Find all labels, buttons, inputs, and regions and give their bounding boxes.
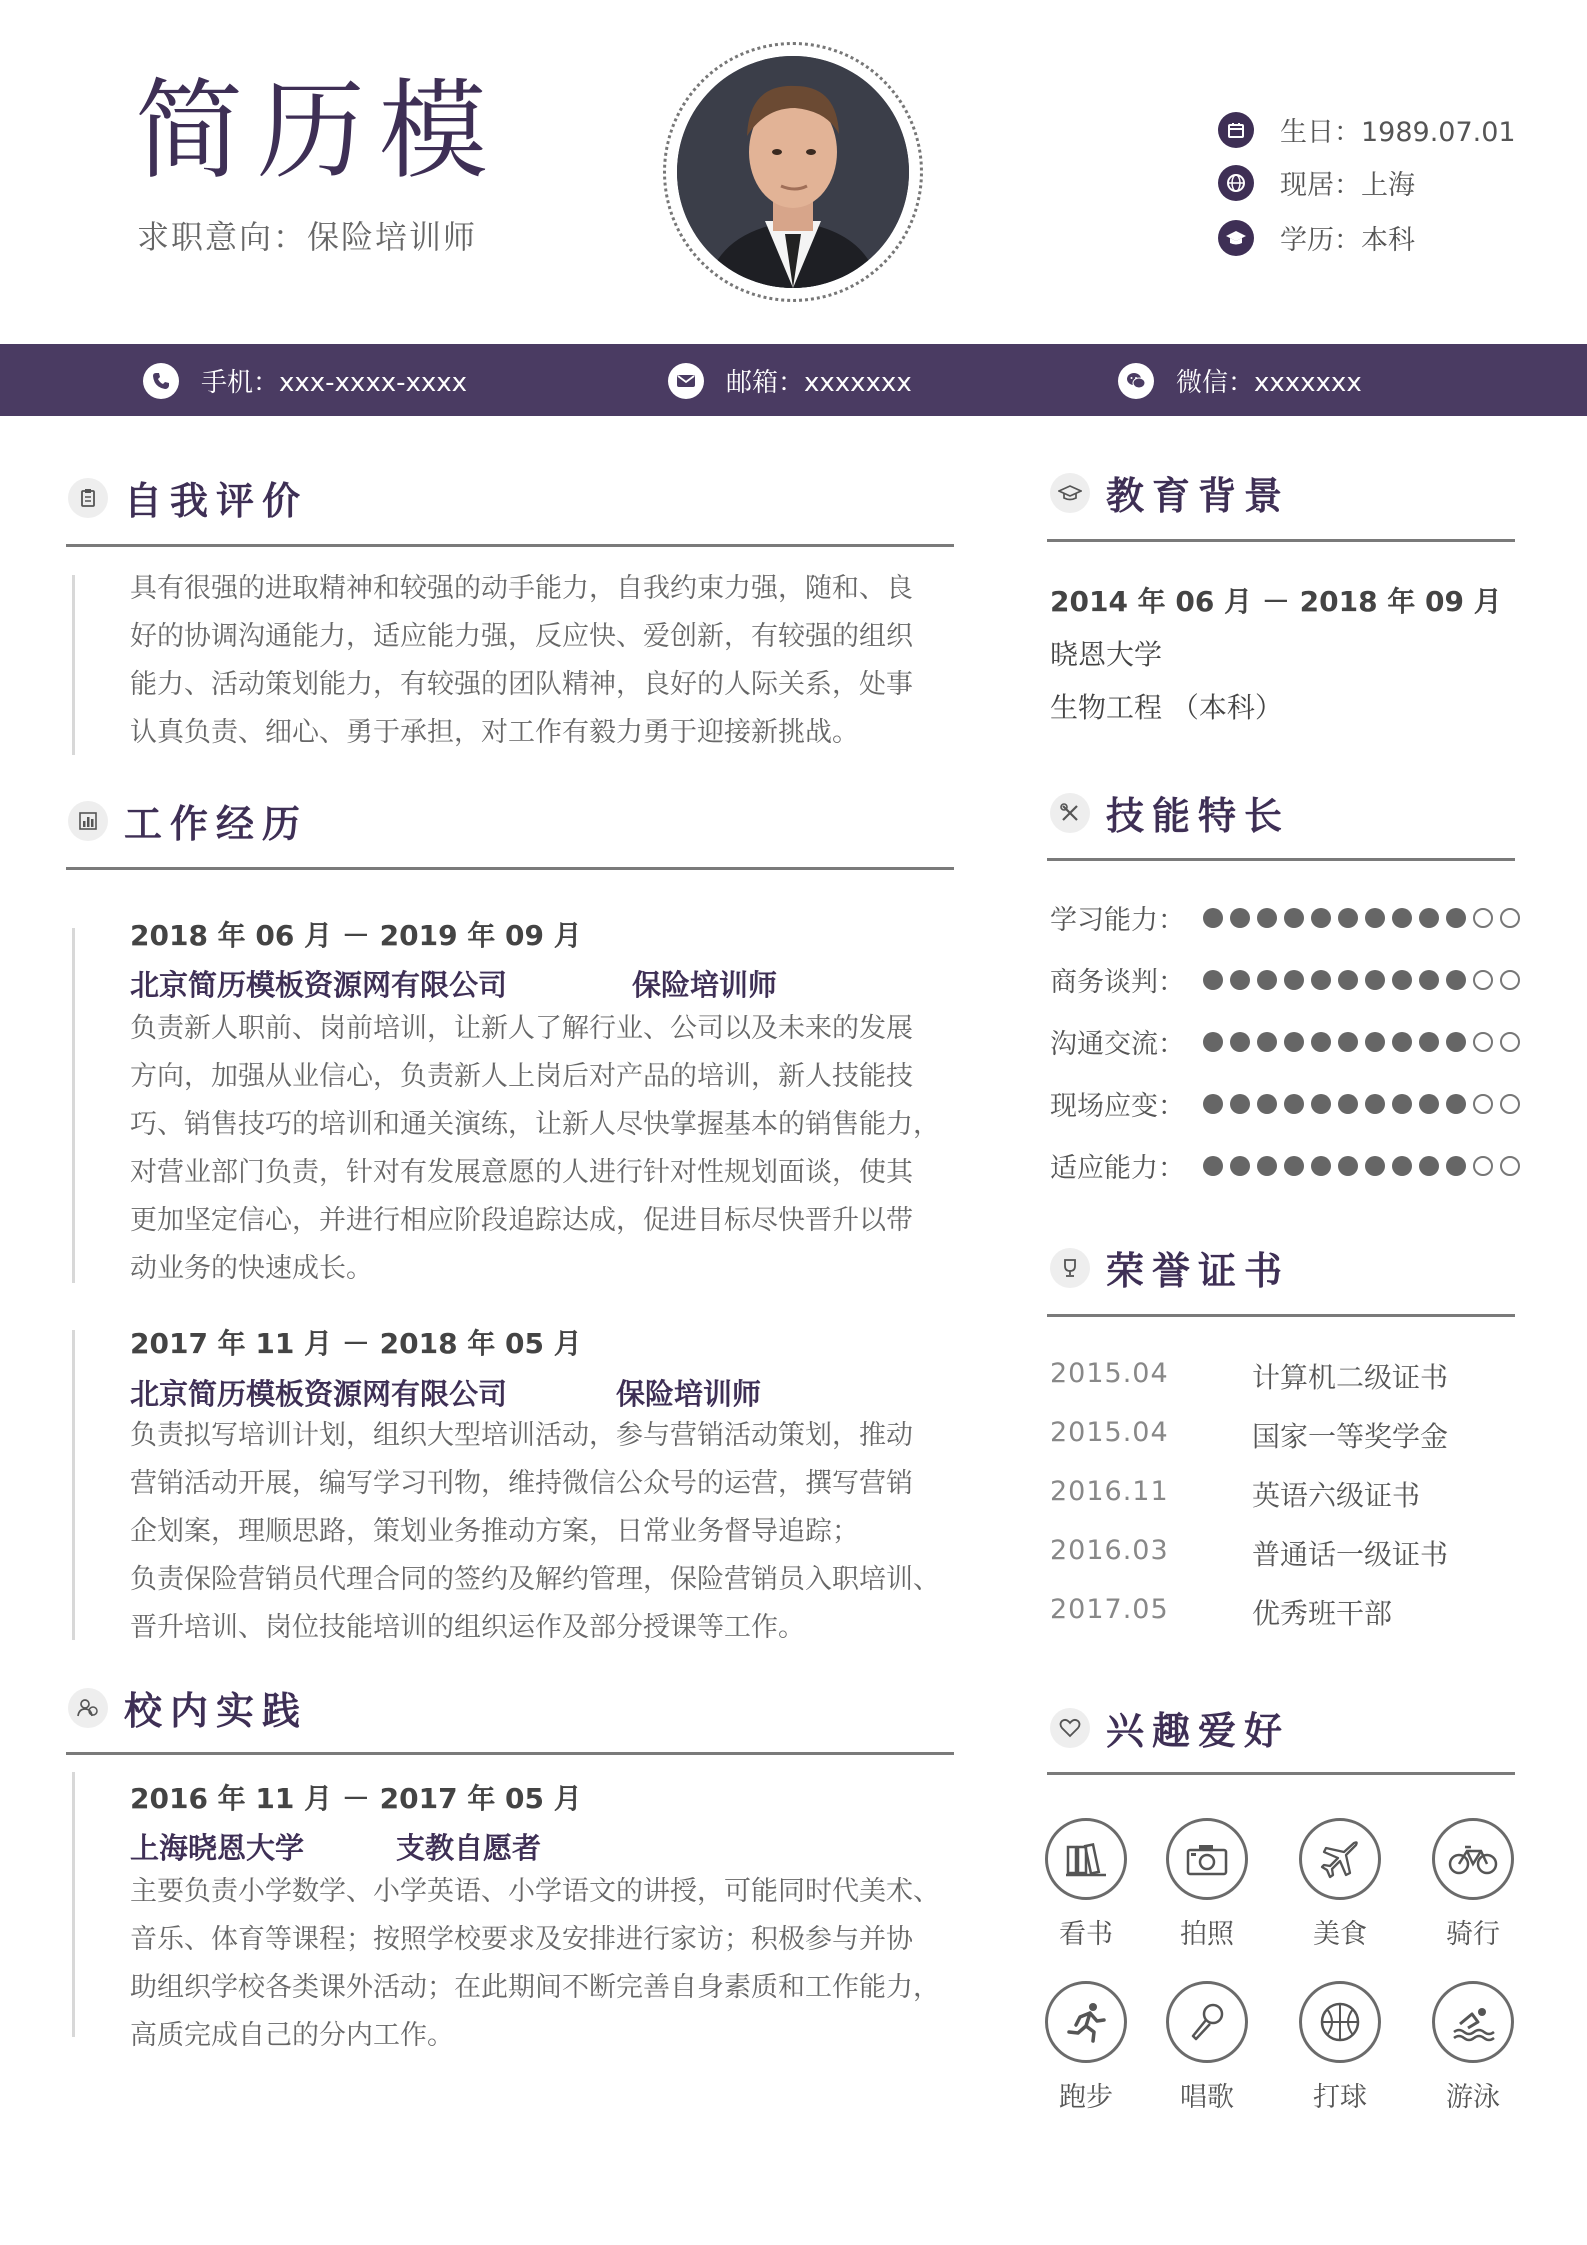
rating-dot-filled [1203,1094,1223,1114]
birthday-text: 生日：1989.07.01 [1280,117,1516,148]
wechat-text: 微信：xxxxxxx [1176,368,1362,398]
rating-dot-filled [1365,908,1385,928]
self-eval-line: 认真负责、细心、勇于承担，对工作有毅力勇于迎接新挑战。 [130,717,859,748]
self-eval-title [68,470,308,525]
skill-label: 商务谈判： [1050,967,1185,998]
work-role-2: 保险培训师 [616,1377,762,1411]
skill-label: 沟通交流： [1050,1029,1185,1060]
skill-rating [1203,908,1527,928]
hobby-item [1162,1981,1252,2114]
rating-dot-filled [1257,1094,1277,1114]
hobby-item [1041,1818,1131,1951]
self-eval-text [130,565,913,757]
airplane-icon [1299,1818,1381,1900]
skill-rating [1203,970,1527,990]
hobby-label: 唱歌 [1180,2082,1234,2113]
profile-photo-frame [663,42,923,302]
hobby-item [1041,1981,1131,2114]
rating-dot-empty [1473,1094,1493,1114]
self-eval-vline [72,575,75,755]
rating-dot-empty [1500,1094,1520,1114]
work-desc-2 [130,1412,940,1652]
work-desc-line: 动业务的快速成长。 [130,1253,373,1284]
campus-desc-line: 高质完成自己的分内工作。 [130,2020,454,2051]
work-desc-line: 负责保险营销员代理合同的签约及解约管理，保险营销员入职培训、 [130,1564,940,1595]
clipboard-icon [68,478,108,518]
work-desc-1 [130,1005,940,1293]
rating-dot-filled [1446,908,1466,928]
rating-dot-filled [1419,1032,1439,1052]
rating-dot-filled [1311,970,1331,990]
honor-name: 国家一等奖学金 [1252,1420,1449,1453]
work-date-2: 2017 年 11 月 － 2018 年 05 月 [130,1327,582,1360]
rating-dot-filled [1338,908,1358,928]
skills-rule [1047,858,1515,861]
work-desc-line: 对营业部门负责，针对有发展意愿的人进行针对性规划面谈，使其 [130,1157,913,1188]
rating-dot-filled [1338,1156,1358,1176]
campus-heading: 校内实践 [124,1689,309,1733]
swimming-icon [1432,1981,1514,2063]
graduation-cap-icon [1218,220,1254,256]
rating-dot-empty [1473,1156,1493,1176]
phone-text: 手机：xxx-xxxx-xxxx [201,368,468,398]
rating-dot-filled [1230,1094,1250,1114]
work-desc-line: 晋升培训、岗位技能培训的组织运作及部分授课等工作。 [130,1612,805,1643]
rating-dot-filled [1311,1032,1331,1052]
work-rule [66,867,954,870]
campus-role: 支教自愿者 [396,1831,542,1865]
hobby-label: 跑步 [1059,2082,1113,2113]
education-text: 学历：本科 [1280,225,1415,256]
skill-row [1050,1022,1527,1061]
work-desc-line: 巧、销售技巧的培训和通关演练，让新人尽快掌握基本的销售能力， [130,1109,940,1140]
heart-icon [1050,1708,1090,1748]
camera-icon [1166,1818,1248,1900]
work-date-1: 2018 年 06 月 － 2019 年 09 月 [130,919,582,952]
work-desc-line: 方向，加强从业信心，负责新人上岗后对产品的培训，新人技能技 [130,1061,913,1092]
rating-dot-filled [1446,1156,1466,1176]
skill-row [1050,1084,1527,1123]
honor-name: 优秀班干部 [1252,1597,1393,1630]
campus-desc-line: 主要负责小学数学、小学英语、小学语文的讲授，可能同时代美术、 [130,1876,940,1907]
skill-label: 现场应变： [1050,1091,1185,1122]
basketball-icon [1299,1981,1381,2063]
graduation-cap-icon [1050,473,1090,513]
phone-item [143,362,467,399]
campus-date: 2016 年 11 月 － 2017 年 05 月 [130,1782,582,1815]
skills-heading: 技能特长 [1106,794,1291,838]
bar-chart-icon [68,801,108,841]
rating-dot-filled [1230,970,1250,990]
hobby-label: 游泳 [1446,2082,1500,2113]
rating-dot-filled [1203,1156,1223,1176]
honor-date: 2015.04 [1050,1417,1169,1448]
campus-desc [130,1868,940,2060]
birthday-line [1218,110,1516,149]
resume-name: 简历模 [135,69,502,194]
rating-dot-filled [1446,1094,1466,1114]
rating-dot-empty [1500,908,1520,928]
contact-bar [0,344,1587,416]
skill-label: 适应能力： [1050,1153,1185,1184]
education-heading: 教育背景 [1106,474,1291,518]
location-line [1218,163,1415,202]
rating-dot-filled [1338,1094,1358,1114]
profile-photo [677,56,909,288]
rating-dot-filled [1284,1094,1304,1114]
rating-dot-filled [1257,1156,1277,1176]
work-desc-line: 更加坚定信心，并进行相应阶段追踪达成，促进目标尽快晋升以带 [130,1205,913,1236]
rating-dot-filled [1203,970,1223,990]
rating-dot-filled [1392,1094,1412,1114]
hobbies-title [1050,1700,1290,1755]
microphone-icon [1166,1981,1248,2063]
rating-dot-filled [1419,970,1439,990]
rating-dot-filled [1392,1032,1412,1052]
honor-name: 英语六级证书 [1252,1479,1421,1512]
rating-dot-filled [1230,1156,1250,1176]
wechat-icon [1118,363,1154,399]
location-text: 现居：上海 [1280,170,1415,201]
honor-date: 2017.05 [1050,1594,1169,1625]
email-item [668,362,912,399]
books-icon [1045,1818,1127,1900]
hobby-item [1295,1818,1385,1951]
work-vline-1 [72,928,75,1283]
skill-rating [1203,1032,1527,1052]
hobby-label: 骑行 [1446,1919,1500,1950]
rating-dot-filled [1284,908,1304,928]
skill-row [1050,960,1527,999]
self-eval-line: 能力、活动策划能力，有较强的团队精神，良好的人际关系，处事 [130,669,913,700]
rating-dot-filled [1365,970,1385,990]
skill-rating [1203,1156,1527,1176]
rating-dot-filled [1284,1032,1304,1052]
education-line [1218,218,1415,257]
education-rule [1047,539,1515,542]
work-vline-2 [72,1330,75,1640]
education-date: 2014 年 06 月 － 2018 年 09 月 [1050,585,1502,618]
rating-dot-filled [1257,970,1277,990]
skill-rating [1203,1094,1527,1114]
rating-dot-filled [1338,970,1358,990]
rating-dot-filled [1365,1094,1385,1114]
wechat-item [1118,362,1362,399]
work-heading: 工作经历 [124,802,309,846]
self-eval-heading: 自我评价 [124,479,309,523]
rating-dot-filled [1392,908,1412,928]
hobby-item [1295,1981,1385,2114]
trophy-icon [1050,1248,1090,1288]
campus-title [68,1680,308,1735]
mail-icon [668,363,704,399]
skills-title [1050,785,1290,840]
hobby-label: 打球 [1313,2082,1367,2113]
rating-dot-filled [1203,1032,1223,1052]
rating-dot-empty [1473,1032,1493,1052]
rating-dot-filled [1311,1094,1331,1114]
work-desc-line: 营销活动开展，编写学习刊物，维持微信公众号的运营，撰写营销 [130,1468,913,1499]
hobby-item [1162,1818,1252,1951]
hobbies-heading: 兴趣爱好 [1106,1709,1291,1753]
education-title [1050,465,1290,520]
rating-dot-filled [1230,908,1250,928]
rating-dot-filled [1257,1032,1277,1052]
job-intent: 求职意向：保险培训师 [137,218,478,256]
rating-dot-filled [1230,1032,1250,1052]
running-icon [1045,1981,1127,2063]
hobby-label: 看书 [1059,1919,1113,1950]
rating-dot-filled [1446,970,1466,990]
rating-dot-filled [1257,908,1277,928]
hobby-label: 拍照 [1180,1919,1234,1950]
rating-dot-empty [1473,908,1493,928]
rating-dot-filled [1446,1032,1466,1052]
honor-date: 2016.11 [1050,1476,1169,1507]
education-major: 生物工程 （本科） [1050,691,1283,724]
self-eval-rule [66,544,954,547]
work-company-1: 北京简历模板资源网有限公司 [130,968,508,1002]
globe-icon [1218,165,1254,201]
self-eval-line: 好的协调沟通能力，适应能力强，反应快、爱创新，有较强的组织 [130,621,913,652]
work-role-1: 保险培训师 [632,968,778,1002]
rating-dot-filled [1284,970,1304,990]
rating-dot-filled [1419,908,1439,928]
honors-title [1050,1240,1290,1295]
honors-rule [1047,1314,1515,1317]
rating-dot-filled [1392,1156,1412,1176]
skill-row [1050,898,1527,937]
rating-dot-empty [1500,1156,1520,1176]
tools-icon [1050,793,1090,833]
rating-dot-empty [1473,970,1493,990]
campus-rule [66,1752,954,1755]
education-school: 晓恩大学 [1050,638,1163,671]
rating-dot-empty [1500,970,1520,990]
self-eval-line: 具有很强的进取精神和较强的动手能力，自我约束力强，随和、良 [130,573,913,604]
rating-dot-filled [1419,1156,1439,1176]
calendar-icon [1218,112,1254,148]
rating-dot-filled [1338,1032,1358,1052]
work-desc-line: 负责新人职前、岗前培训，让新人了解行业、公司以及未来的发展 [130,1013,913,1044]
honor-name: 计算机二级证书 [1252,1361,1449,1394]
skill-row [1050,1146,1527,1185]
work-title [68,793,308,848]
bicycle-icon [1432,1818,1514,1900]
rating-dot-filled [1392,970,1412,990]
skill-label: 学习能力： [1050,905,1185,936]
rating-dot-filled [1419,1094,1439,1114]
work-company-2: 北京简历模板资源网有限公司 [130,1377,508,1411]
rating-dot-filled [1203,908,1223,928]
rating-dot-filled [1311,1156,1331,1176]
campus-org: 上海晓恩大学 [130,1831,305,1865]
work-desc-line: 企划案，理顺思路，策划业务推动方案，日常业务督导追踪； [130,1516,859,1547]
hobby-item [1428,1981,1518,2114]
work-desc-line: 负责拟写培训计划，组织大型培训活动，参与营销活动策划，推动 [130,1420,913,1451]
honors-heading: 荣誉证书 [1106,1249,1291,1293]
phone-icon [143,363,179,399]
rating-dot-empty [1500,1032,1520,1052]
email-text: 邮箱：xxxxxxx [726,368,912,398]
rating-dot-filled [1284,1156,1304,1176]
hobby-item [1428,1818,1518,1951]
group-icon [68,1688,108,1728]
campus-desc-line: 音乐、体育等课程；按照学校要求及安排进行家访；积极参与并协 [130,1924,913,1955]
honor-date: 2015.04 [1050,1358,1169,1389]
rating-dot-filled [1365,1156,1385,1176]
hobby-label: 美食 [1313,1919,1367,1950]
hobbies-rule [1047,1772,1515,1775]
honor-date: 2016.03 [1050,1535,1169,1566]
rating-dot-filled [1365,1032,1385,1052]
campus-desc-line: 助组织学校各类课外活动；在此期间不断完善自身素质和工作能力， [130,1972,940,2003]
honor-name: 普通话一级证书 [1252,1538,1449,1571]
campus-vline [72,1772,75,2037]
rating-dot-filled [1311,908,1331,928]
